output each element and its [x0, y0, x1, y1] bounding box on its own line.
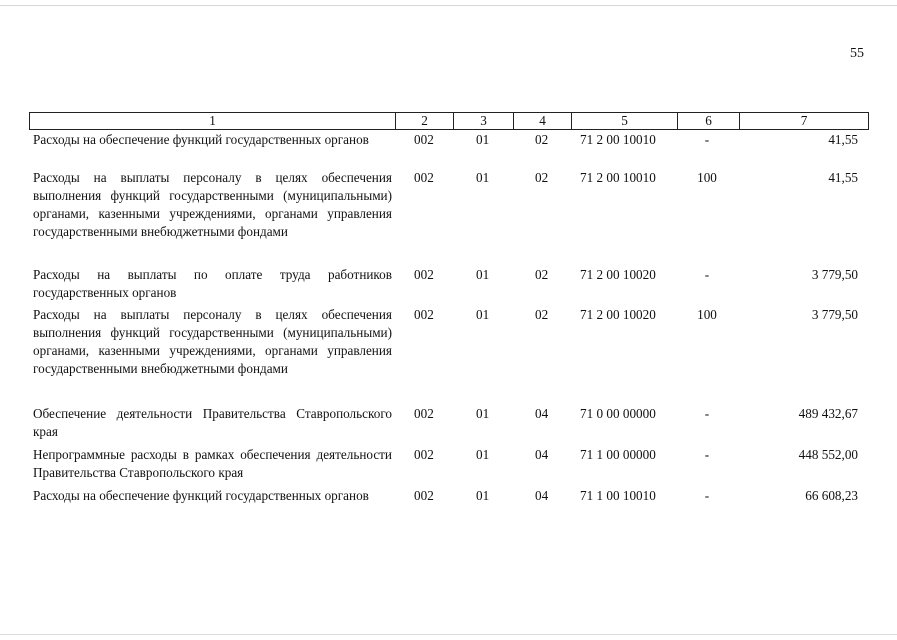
row-target-article: 71 1 00 00000 [580, 447, 656, 462]
row-subsection: 02 [535, 267, 549, 282]
row-target-article: 71 2 00 10010 [580, 132, 656, 147]
row-subsection: 02 [535, 170, 549, 185]
header-col-1: 1 [30, 113, 396, 129]
row-admin-code: 002 [414, 488, 434, 503]
header-col-5: 5 [572, 113, 678, 129]
row-expense-type: 100 [697, 307, 717, 322]
header-col-3: 3 [454, 113, 514, 129]
row-amount: 66 608,23 [805, 488, 858, 503]
row-section: 01 [476, 307, 490, 322]
row-name: Расходы на выплаты персоналу в целях обеспечения выполнения функций государственными (муниципальными) органами, казенными учреждениями, органами управления государственными внебюджетными фондами [33, 307, 392, 376]
row-target-article: 71 0 00 00000 [580, 406, 656, 421]
row-target-article: 71 2 00 10010 [580, 170, 656, 185]
row-expense-type: - [704, 132, 710, 147]
scan-edge-bottom [0, 634, 897, 635]
row-target-article: 71 2 00 10020 [580, 307, 656, 322]
row-amount: 3 779,50 [811, 267, 858, 282]
row-expense-type: - [704, 447, 710, 462]
page-number: 55 [850, 46, 864, 61]
row-amount: 41,55 [828, 170, 858, 185]
header-col-7: 7 [800, 113, 808, 128]
row-admin-code: 002 [414, 170, 434, 185]
row-admin-code: 002 [414, 307, 434, 322]
row-name: Непрограммные расходы в рамках обеспечения деятельности Правительства Ставропольского края [33, 447, 392, 480]
row-amount: 3 779,50 [811, 307, 858, 322]
row-amount: 41,55 [828, 132, 858, 147]
row-amount: 448 552,00 [798, 447, 858, 462]
row-section: 01 [476, 132, 490, 147]
row-expense-type: 100 [697, 170, 717, 185]
header-col-6: 6 [678, 113, 740, 129]
row-name: Расходы на обеспечение функций государственных органов [33, 132, 369, 147]
row-amount: 489 432,67 [798, 406, 858, 421]
row-section: 01 [476, 488, 490, 503]
row-subsection: 04 [535, 447, 549, 462]
row-name: Обеспечение деятельности Правительства Ставропольского края [33, 406, 392, 439]
row-expense-type: - [704, 406, 710, 421]
row-admin-code: 002 [414, 447, 434, 462]
row-name: Расходы на выплаты персоналу в целях обеспечения выполнения функций государственными (муниципальными) органами, казенными учреждениями, органами управления государственными внебюджетными фондами [33, 170, 392, 239]
row-admin-code: 002 [414, 267, 434, 282]
row-section: 01 [476, 267, 490, 282]
row-section: 01 [476, 170, 490, 185]
row-section: 01 [476, 406, 490, 421]
row-admin-code: 002 [414, 132, 434, 147]
row-subsection: 02 [535, 132, 549, 147]
row-target-article: 71 1 00 10010 [580, 488, 656, 503]
row-expense-type: - [704, 488, 710, 503]
table-header-row [29, 112, 869, 130]
header-col-2: 2 [396, 113, 454, 129]
row-target-article: 71 2 00 10020 [580, 267, 656, 282]
scan-edge-top [0, 5, 897, 6]
row-subsection: 02 [535, 307, 549, 322]
row-expense-type: - [704, 267, 710, 282]
row-name: Расходы на выплаты по оплате труда работников государственных органов [33, 267, 392, 300]
row-name: Расходы на обеспечение функций государственных органов [33, 488, 369, 503]
row-section: 01 [476, 447, 490, 462]
header-col-4: 4 [514, 113, 572, 129]
row-subsection: 04 [535, 488, 549, 503]
row-admin-code: 002 [414, 406, 434, 421]
row-subsection: 04 [535, 406, 549, 421]
